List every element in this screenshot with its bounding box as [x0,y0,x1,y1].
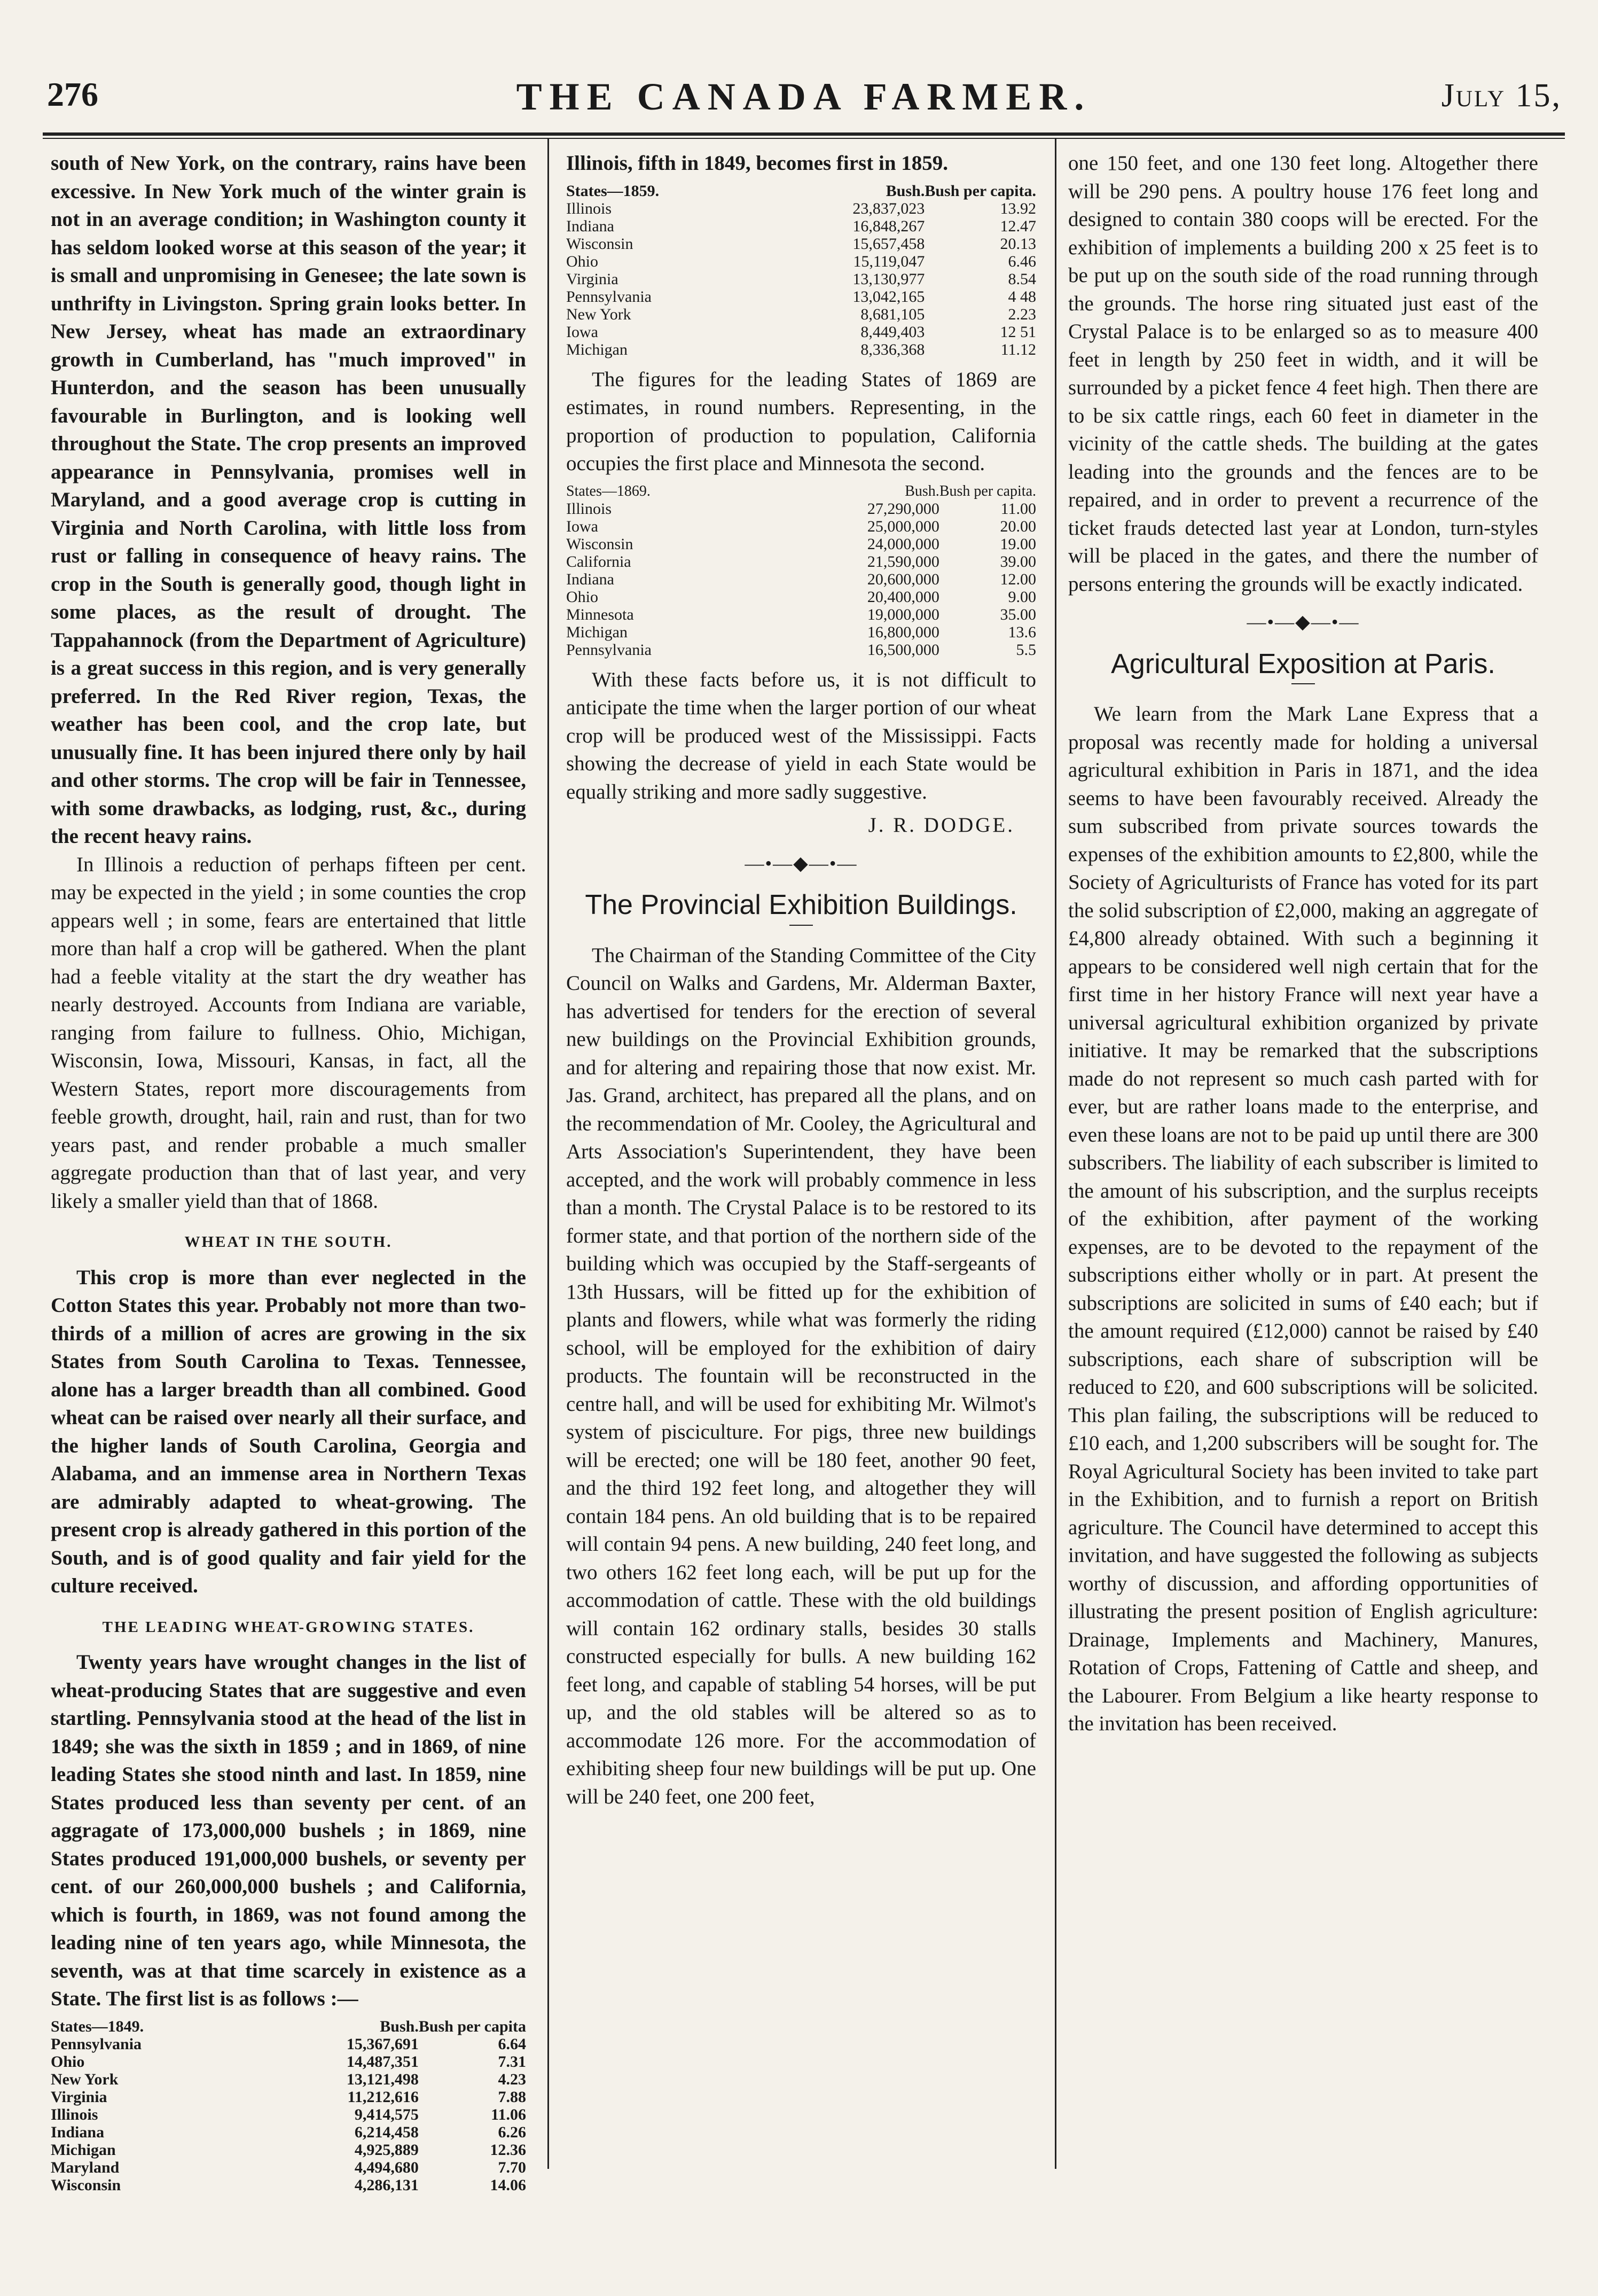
per-capita-cell: 19.00 [1000,535,1036,553]
column-3 [1068,150,1538,1738]
column-header-states: States—1849. [51,2017,144,2035]
table-row [566,500,1036,518]
table-row [566,571,1036,588]
bushels-cell: 21,590,000 [867,552,939,571]
state-cell: Michigan [51,2141,116,2159]
state-cell: Pennsylvania [566,641,652,659]
per-capita-cell: 9.00 [1008,588,1036,606]
bushels-cell: 14,487,351 [346,2052,419,2071]
per-capita-cell: 11.00 [1000,499,1036,518]
state-cell: New York [51,2070,119,2088]
per-capita-cell: 6.64 [498,2035,526,2053]
bushels-cell: 8,336,368 [860,340,925,358]
bushels-cell: 15,119,047 [853,252,925,270]
state-cell: Indiana [566,217,614,235]
table-header-row [566,482,1036,500]
bushels-cell: 25,000,000 [867,517,939,535]
author-signature: J. R. DODGE. [868,814,1015,837]
column-divider-1 [547,139,549,2169]
section-ornament: —•—◆—•— [745,852,858,874]
per-capita-cell: 7.88 [498,2088,526,2106]
per-capita-cell: 12.47 [1000,217,1036,235]
per-capita-cell: 35.00 [1000,605,1036,623]
per-capita-cell: 13.92 [1000,199,1036,217]
state-cell: Pennsylvania [566,287,652,306]
bushels-cell: 20,600,000 [867,570,939,588]
column-header-bushels: Bush. [886,182,925,200]
table-row [51,2088,526,2106]
table-1869 [566,482,1036,659]
state-cell: New York [566,305,631,323]
bushels-cell: 8,449,403 [860,323,925,341]
table-row [566,518,1036,535]
column-1 [51,150,526,2201]
bushels-cell: 13,042,165 [852,287,925,306]
state-cell: Michigan [566,623,628,641]
table-row [51,2106,526,2123]
table-header-row [51,2018,526,2035]
paragraph-exhibition-buildings: The Chairman of the Standing Committee of the City Council on Walks and Gardens, Mr. Alderman Baxter, has advertised for tenders for the erection of several new buildings on the Provincial Exhibition grounds, and for altering and repairing those that now exist. Mr. Jas. Grand, architect, has prepared all the plans, and on the recommendation of Mr. Cooley, the Agricultural and Arts Association's Superintendent, they have been accepted, and the work will probably commence in less than a month. The Crystal Palace is to be restored to its former state, and that portion of the northern side of the building which was occupied by the Staff-sergeants of 13th Hussars, will be fitted up for the exhibition of plants and flowers, while what was formerly the riding school, will be employed for the exhibition of dairy products. The fountain will be reconstructed in the centre hall, and will be used for exhibiting Mr. Wilmot's system of pisciculture. For pigs, three new buildings will be erected; one will be 180 feet, another 90 feet, and the third 192 feet long, and altogether they will contain 184 pens. An old building that is to be repaired will contain 94 pens. A new building, 240 feet long, and two others 162 feet long each, will be put up for the accommodation of cattle. These with the old buildings will contain 162 ordinary stalls, besides 30 stalls constructed especially for bulls. A new building 162 feet long, and capable of stabling 54 horses, will be put up, and the old stables will be altered so as to accommodate 126 more. For the accommodation of exhibiting sheep four new buildings will be put up. One will be 240 feet, one 200 feet, [566,943,1036,1808]
paragraph-illinois-1859: Illinois, fifth in 1849, becomes first in 1859. [566,152,949,175]
table-row [566,606,1036,623]
bushels-cell: 6,214,458 [354,2123,419,2141]
bushels-cell: 8,681,105 [860,305,925,323]
state-cell: Minnesota [566,605,634,623]
table-1849 [51,2018,526,2194]
per-capita-cell: 13.6 [1008,623,1036,641]
column-divider-2 [1055,139,1056,2169]
paragraph-facts: With these facts before us, it is not difficult to anticipate the time when the larger portion of our wheat crop will be produced west of the Mississippi. Facts showing the decrease of yield in each State would be equally striking and more sadly suggestive. [566,668,1036,803]
table-row [566,553,1036,571]
bushels-cell: 20,400,000 [867,588,939,606]
table-header-row [566,182,1036,200]
column-header-states: States—1859. [566,182,660,200]
per-capita-cell: 4 48 [1008,287,1036,306]
table-row [566,588,1036,606]
bushels-cell: 4,286,131 [354,2176,419,2194]
state-cell: Maryland [51,2158,120,2176]
column-header-per-capita: Bush per capita. [939,482,1036,499]
paragraph-leading-states: Twenty years have wrought changes in the list of wheat-producing States that are suggestive and even startling. Pennsylvania stood at the head of the list in 1849; she was the sixth in 1859 ; and in 1869, of nine leading States she stood ninth and last. In 1859, nine States produced less than seventy per cent. of an aggragate of 173,000,000 bushels ; in 1869, nine States produced 191,000,000 bushels, or seventy per cent. of our 260,000,000 bushels ; and California, which is fourth, in 1869, was not found among the leading nine of ten years ago, while Minnesota, the seventh, was at that time scarcely in existence as a State. The first list is as follows :— [51,1651,526,2010]
table-row [51,2053,526,2071]
per-capita-cell: 7.70 [498,2158,526,2176]
state-cell: Pennsylvania [51,2035,142,2053]
title-dash [1291,683,1315,684]
state-cell: Illinois [566,199,612,217]
per-capita-cell: 11.06 [491,2105,526,2123]
table-row [566,235,1036,253]
per-capita-cell: 7.31 [498,2052,526,2071]
masthead-title: THE CANADA FARMER. [516,75,1092,118]
section-ornament: —•—◆—•— [1247,611,1360,632]
paragraph-buildings-continued: one 150 feet, and one 130 feet long. Altogether there will be 290 pens. A poultry house 176 feet long and designed to contain 380 coops will be erected. For the exhibition of implements a building 200 x 25 feet is to be put up on the south side of the road running through the grounds. The horse ring situated just east of the Crystal Palace is to be enlarged so as to measure 400 feet in length by 250 feet in width, and it will be surrounded by a picket fence 4 feet high. Then there are to be six cattle rings, each 60 feet in diameter in the vicinity of the cattle sheds. The building at the gates leading into the grounds and the fences are to be repaired, and in order to prevent a recurrence of the ticket frauds detected last year at London, turn-styles will be placed in the gates, and there the number of persons entering the grounds will be exactly indicated. [1068,152,1538,596]
per-capita-cell: 6.26 [498,2123,526,2141]
per-capita-cell: 12 51 [1000,323,1036,341]
state-cell: Virginia [51,2088,107,2106]
state-cell: Ohio [566,252,598,270]
per-capita-cell: 39.00 [1000,552,1036,571]
bushels-cell: 19,000,000 [867,605,939,623]
per-capita-cell: 14.06 [490,2176,526,2194]
bushels-cell: 23,837,023 [852,199,925,217]
column-header-bushels: Bush. [905,482,939,499]
table-row [51,2035,526,2053]
state-cell: Indiana [566,570,614,588]
state-cell: Ohio [51,2052,85,2071]
state-cell: California [566,552,631,571]
column-header-states: States—1869. [566,482,651,499]
table-row [51,2141,526,2159]
state-cell: Wisconsin [566,235,633,253]
bushels-cell: 16,500,000 [867,641,939,659]
state-cell: Wisconsin [566,535,633,553]
header-rule-thin [43,138,1565,139]
table-1859 [566,182,1036,358]
state-cell: Illinois [51,2105,98,2123]
bushels-cell: 27,290,000 [867,499,939,518]
header-rule [43,132,1565,136]
bushels-cell: 4,925,889 [354,2141,419,2159]
table-row [566,200,1036,217]
table-row [566,641,1036,659]
bushels-cell: 16,800,000 [867,623,939,641]
paragraph-paris-exposition: We learn from the Mark Lane Express that a proposal was recently made for holding a universal agricultural exhibition in Paris in 1871, and the idea seems to have been favourably received. Already the sum subscribed from private sources towards the expenses of the exhibition amounts to £2,800, while the Society of Agriculturists of France has voted for its part the solid subscription of £2,000, making an aggregate of £4,800 already obtained. With such a beginning it appears to be considered well nigh certain that for the first time in her history France will next year have a universal agricultural exhibition organized by private initiative. It may be remarked that the subscriptions made do not represent so much cash parted with for ever, but are rather loans made to the enterprise, and even these loans are not to be paid up until there are 300 subscribers. The liability of each subscriber is limited to the amount of his subscription, and the surplus receipts of the exhibition, after payment of the working expenses, are to be devoted to the repayment of the subscriptions either wholly or in part. At present the subscriptions are solicited in sums of £40 each; but if the amount required (£12,000) cannot be raised by £40 subscriptions, each share of subscription will be reduced to £20, and 600 subscriptions will be solicited. This plan failing, the subscriptions will be reduced to £10 each, and 1,200 subscribers will be sought for. The Royal Agricultural Society has been invited to take part in the Exhibition, and to furnish a report on British agriculture. The Council have determined to accept this invitation, and have suggested the following as subjects worthy of discussion, and affording opportunities of illustrating the present position of English agriculture: Drainage, Implements and Machinery, Manures, Rotation of Crops, Fattening of Cattle and sheep, and the Labourer. From Belgium a like hearty response to the invitation has been received. [1068,702,1538,1735]
per-capita-cell: 5.5 [1016,641,1036,659]
article-title-paris-exposition: Agricultural Exposition at Paris. [1111,648,1495,680]
bushels-cell: 15,367,691 [346,2035,419,2053]
column-header-per-capita: Bush per capita. [925,182,1036,200]
state-cell: Michigan [566,340,628,358]
per-capita-cell: 20.00 [1000,517,1036,535]
bushels-cell: 13,130,977 [852,270,925,288]
paragraph-wheat-south: This crop is more than ever neglected in the Cotton States this year. Probably not more than two-thirds of a million of acres are growing in the six States from South Carolina to Texas. Tennessee, alone has a larger breadth than all combined. Good wheat can be raised over nearly all their surface, and the higher lands of South Carolina, Georgia and Alabama, and an immense area in Northern Texas are admirably adapted to wheat-growing. The present crop is already gathered in this portion of the South, and is of good quality and fair yield for the culture received. [51,1266,526,1597]
state-cell: Virginia [566,270,618,288]
section-heading-leading-states: THE LEADING WHEAT-GROWING STATES. [102,1618,475,1636]
state-cell: Indiana [51,2123,105,2141]
table-row [51,2159,526,2176]
per-capita-cell: 12.00 [1000,570,1036,588]
title-dash [789,925,813,926]
column-header-per-capita: Bush per capita [418,2017,526,2035]
table-row [566,306,1036,323]
table-row [51,2123,526,2141]
page-header [43,75,1565,134]
per-capita-cell: 8.54 [1008,270,1036,288]
table-row [51,2176,526,2194]
per-capita-cell: 20.13 [1000,235,1036,253]
bushels-cell: 16,848,267 [852,217,925,235]
per-capita-cell: 12.36 [490,2141,526,2159]
per-capita-cell: 4.23 [498,2070,526,2088]
per-capita-cell: 11.12 [1000,340,1036,358]
bushels-cell: 4,494,680 [354,2158,419,2176]
issue-date: July 15, [1441,77,1562,114]
state-cell: Iowa [566,517,598,535]
page-number: 276 [47,75,98,113]
state-cell: Wisconsin [51,2176,121,2194]
per-capita-cell: 2.23 [1008,305,1036,323]
per-capita-cell: 6.46 [1008,252,1036,270]
table-row [566,288,1036,306]
bushels-cell: 15,657,458 [852,235,925,253]
state-cell: Iowa [566,323,598,341]
state-cell: Illinois [566,499,612,518]
paragraph-crop-reports: south of New York, on the contrary, rains have been excessive. In New York much of the winter grain is not in an average condition; in Washington county it has seldom looked worse at this season of the year; it is small and unpromising in Genesee; the late sown is unthrifty in Livingston. Spring grain looks better. In New Jersey, wheat has made an extraordinary growth in Cumberland, has "much improved" in Hunterdon, and the season has been unusually favourable in Burlington, and is looking well throughout the State. The crop presents an improved appearance in Pennsylvania, promises well in Maryland, and a good average crop is cutting in Virginia and North Carolina, with little loss from rust or falling in consequence of heavy rains. The crop in the South is generally good, though light in some places, as the result of drought. The Tappahannock (from the Department of Agriculture) is a great success in this region, and is very generally preferred. In the Red River region, Texas, the weather has been cool, and the crop late, but unusually fine. It has been injured there only by hail and other storms. The crop will be fair in Tennessee, with some drawbacks, as lodging, rust, &c., during the recent heavy rains. [51,152,526,848]
column-header-bushels: Bush. [380,2017,419,2035]
table-row [566,341,1036,358]
bushels-cell: 24,000,000 [867,535,939,553]
paragraph-estimates: The figures for the leading States of 1869 are estimates, in round numbers. Representing, in the proportion of production to population, California occupies the first place and Minnesota the second. [566,368,1036,475]
bushels-cell: 13,121,498 [346,2070,419,2088]
state-cell: Ohio [566,588,598,606]
bushels-cell: 11,212,616 [347,2088,419,2106]
table-row [566,217,1036,235]
bushels-cell: 9,414,575 [354,2105,419,2123]
table-row [566,253,1036,270]
column-2 [566,150,1036,1811]
table-row [566,535,1036,553]
table-row [566,623,1036,641]
section-heading-wheat-south: WHEAT IN THE SOUTH. [184,1233,393,1251]
paragraph-illinois: In Illinois a reduction of perhaps fifteen per cent. may be expected in the yield ; in some counties the crop appears well ; in some, fears are entertained that little more than half a crop will be gathered. When the plant had a feeble vitality at the start the dry weather has nearly destroyed. Accounts from Indiana are variable, ranging from failure to fullness. Ohio, Michigan, Wisconsin, Iowa, Missouri, Kansas, in fact, all the Western States, report more discouragements from feeble growth, drought, hail, rain and rust, than for two years past, and render probable a much smaller aggregate production than that of last year, and very likely a smaller yield than that of 1868. [51,853,526,1213]
table-row [51,2071,526,2088]
article-title-exhibition-buildings: The Provincial Exhibition Buildings. [585,889,1017,920]
table-row [566,270,1036,288]
table-row [566,323,1036,341]
